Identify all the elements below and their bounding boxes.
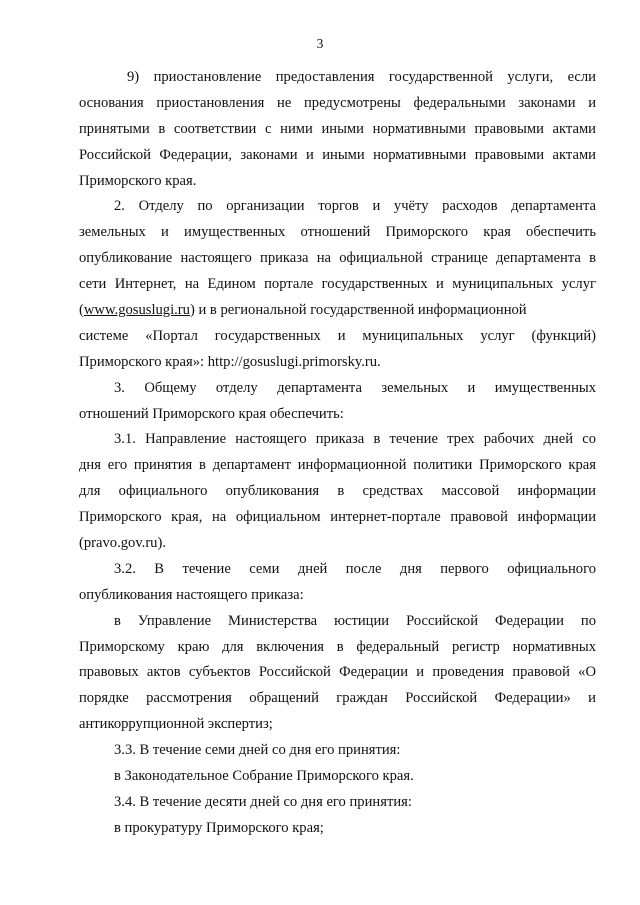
gosuslugi-link[interactable]: www.gosuslugi.ru (83, 302, 190, 319)
text-line (79, 298, 596, 324)
document-body (79, 65, 596, 842)
text-line: антикоррупционной экспертиз; (79, 716, 273, 733)
text-line: Приморского края»: http://gosuslugi.primorsky.ru. (79, 353, 381, 370)
text-line: (pravo.gov.ru). (79, 535, 166, 552)
text-line: опубликования настоящего приказа: (79, 586, 304, 603)
text-line: порядке рассмотрения обращений граждан Российской Федерации» и (79, 690, 596, 707)
text-line: опубликование настоящего приказа на официальной странице департамента в (79, 250, 596, 267)
text-line: 9) приостановление предоставления государственной услуги, если (127, 69, 596, 85)
page-number: 3 (316, 36, 324, 51)
text-line: Приморскому краю для включения в федеральный регистр нормативных (79, 638, 596, 655)
text-line: Приморского края, на официальном интернет-портале правовой информации (79, 509, 596, 526)
text-line: в прокуратуру Приморского края; (114, 819, 324, 836)
text-line: 3. Общему отделу департамента земельных и имущественных (114, 379, 596, 396)
text-line: сети Интернет, на Едином портале государственных и муниципальных услуг (79, 276, 596, 293)
text-line: 3.2. В течение семи дней после дня первого официального (114, 560, 596, 577)
text-line: принятыми в соответствии с ними иными нормативными правовыми актами (79, 120, 596, 137)
text-line: земельных и имущественных отношений Приморского края обеспечить (79, 224, 596, 241)
text-line: отношений Приморского края обеспечить: (79, 405, 344, 422)
paren-open: ( (79, 302, 84, 319)
text-line: Российской Федерации, законами и иными нормативными правовыми актами (79, 146, 596, 163)
line-rest: ) и в региональной государственной информационной (189, 302, 527, 319)
text-line: 3.1. Направление настоящего приказа в течение трех рабочих дней со (114, 431, 596, 448)
text-line: в Законодательное Собрание Приморского края. (114, 768, 414, 785)
text-line: 3.4. В течение десяти дней со дня его принятия: (114, 793, 412, 810)
text-line: правовых актов субъектов Российской Федерации и проведения правовой «О (79, 664, 596, 681)
text-line: основания приостановления не предусмотрены федеральными законами и (79, 94, 596, 111)
text-line: 3.3. В течение семи дней со дня его принятия: (114, 742, 401, 759)
text-line: Приморского края. (79, 172, 197, 189)
text-line: в Управление Министерства юстиции Российской Федерации по (114, 612, 596, 629)
text-line: для официального опубликования в средствах массовой информации (79, 483, 596, 500)
text-line: дня его принятия в департамент информационной политики Приморского края (79, 457, 596, 474)
text-line: системе «Портал государственных и муниципальных услуг (функций) (79, 327, 596, 344)
text-line: 2. Отделу по организации торгов и учёту расходов департамента (114, 198, 596, 215)
